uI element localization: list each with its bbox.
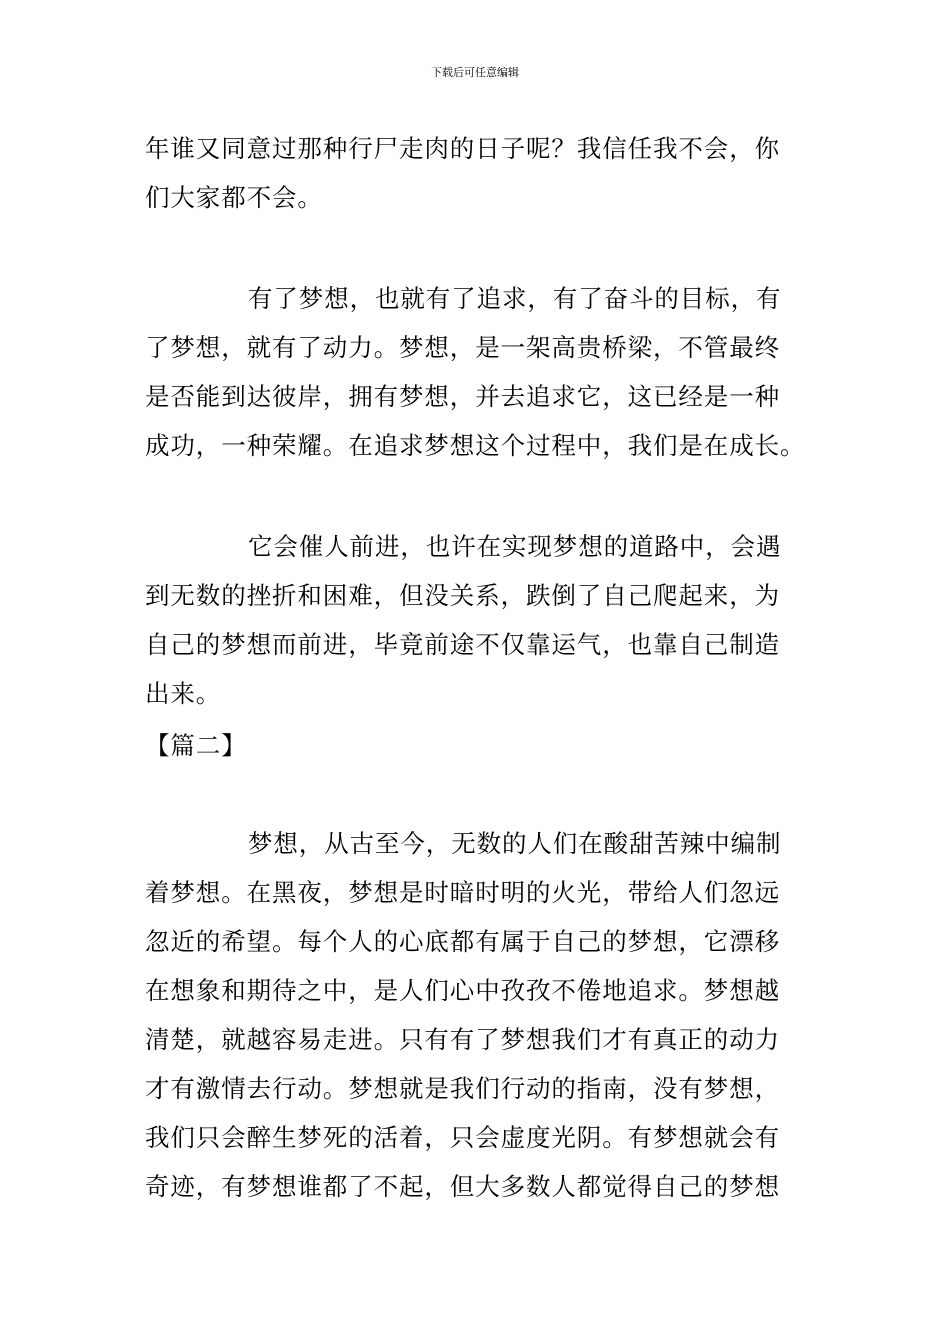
page-header: 下载后可任意编辑 bbox=[431, 66, 519, 79]
paragraph-line: 年谁又同意过那种行尸走肉的日子呢？我信任我不会，你 bbox=[145, 134, 780, 163]
paragraph-line: 忽近的希望。每个人的心底都有属于自己的梦想，它漂移 bbox=[145, 927, 780, 956]
paragraph-line: 是否能到达彼岸，拥有梦想，并去追求它，这已经是一种 bbox=[145, 382, 780, 411]
paragraph-line: 它会催人前进，也许在实现梦想的道路中，会遇 bbox=[248, 532, 782, 561]
paragraph-line: 我们只会醉生梦死的活着，只会虚度光阴。有梦想就会有 bbox=[145, 1123, 780, 1152]
paragraph-line: 出来。 bbox=[145, 679, 222, 708]
paragraph-line: 梦想，从古至今，无数的人们在酸甜苦辣中编制 bbox=[248, 829, 782, 858]
paragraph-line: 成功，一种荣耀。在追求梦想这个过程中，我们是在成长。 bbox=[145, 431, 806, 460]
paragraph-line: 有了梦想，也就有了追求，有了奋斗的目标，有 bbox=[248, 284, 782, 313]
section-heading: 【篇二】 bbox=[145, 731, 247, 760]
paragraph-line: 才有激情去行动。梦想就是我们行动的指南，没有梦想， bbox=[145, 1074, 780, 1103]
paragraph-line: 们大家都不会。 bbox=[145, 183, 323, 212]
paragraph-line: 在想象和期待之中，是人们心中孜孜不倦地追求。梦想越 bbox=[145, 976, 780, 1005]
paragraph-line: 了梦想，就有了动力。梦想，是一架高贵桥梁，不管最终 bbox=[145, 333, 780, 362]
paragraph-line: 清楚，就越容易走进。只有有了梦想我们才有真正的动力 bbox=[145, 1025, 780, 1054]
paragraph-line: 着梦想。在黑夜，梦想是时暗时明的火光，带给人们忽远 bbox=[145, 878, 780, 907]
paragraph-line: 自己的梦想而前进，毕竟前途不仅靠运气，也靠自己制造 bbox=[145, 630, 780, 659]
paragraph-line: 奇迹，有梦想谁都了不起，但大多数人都觉得自己的梦想 bbox=[145, 1172, 780, 1201]
paragraph-line: 到无数的挫折和困难，但没关系，跌倒了自己爬起来，为 bbox=[145, 581, 780, 610]
